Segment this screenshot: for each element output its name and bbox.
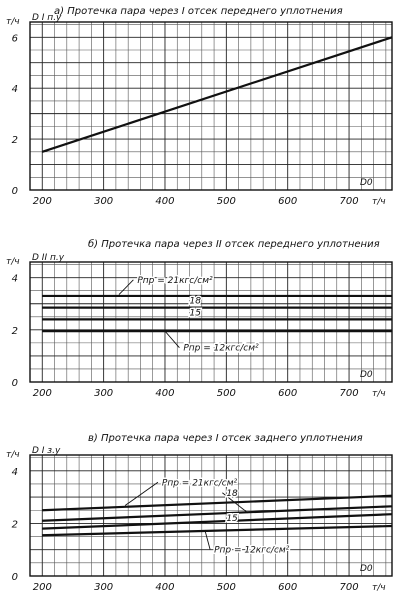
panel-3-annotation-1: Pпр = 21кгс/см² bbox=[161, 478, 238, 489]
panel-1-ytick-label: 6 bbox=[11, 33, 18, 45]
panel-2-annotation-leader-1 bbox=[119, 280, 133, 295]
panel-3-xtick-label: 500 bbox=[216, 582, 236, 593]
panel-2-ylabel: D II п.у bbox=[32, 253, 65, 263]
panel-3-ylabel: D I з.у bbox=[32, 446, 61, 456]
panel-1-ytick-label: 2 bbox=[11, 135, 18, 147]
panel-3-title: в) Протечка пара через I отсек заднего уплотнения bbox=[88, 433, 363, 444]
panel-1-xtick-label: 500 bbox=[216, 196, 236, 207]
panel-3-annotation-2: 18 bbox=[226, 488, 238, 499]
panel-2-annotation-1: Pпр = 21кгс/см² bbox=[137, 275, 213, 286]
panel-3-annotation-leader-4 bbox=[205, 530, 210, 549]
panel-2-xtick-label: 700 bbox=[339, 388, 359, 399]
panel-2-xtick-label: 200 bbox=[32, 388, 52, 399]
panel-3-y-unit: т/ч bbox=[6, 450, 20, 460]
panel-1-x-unit: т/ч bbox=[372, 197, 386, 207]
panel-3-xtick-label: 200 bbox=[32, 582, 52, 593]
panel-3-annotation-4: Pпр = 12кгс/см² bbox=[214, 545, 290, 556]
panel-1-title: а) Протечка пара через I отсек переднего уплотнения bbox=[54, 6, 343, 17]
panel-3-ytick-label: 2 bbox=[11, 519, 18, 531]
panel-3-xtick-label: 300 bbox=[94, 582, 114, 593]
panel-2-annotation-3: 15 bbox=[189, 308, 201, 319]
panel-3-xtick-label: 400 bbox=[155, 582, 175, 593]
panel-2-title: б) Протечка пара через II отсек переднего уплотнения bbox=[88, 239, 380, 250]
panel-1-xtick-label: 700 bbox=[339, 196, 359, 207]
panel-2-annotation-2: 18 bbox=[189, 296, 201, 307]
panel-1-xtick-label: 200 bbox=[32, 196, 52, 207]
panel-3-ytick-label: 0 bbox=[11, 572, 18, 583]
panel-2-xlabel: D0 bbox=[360, 370, 373, 380]
panel-3-xtick-label: 600 bbox=[278, 582, 298, 593]
panel-2-xtick-label: 400 bbox=[155, 388, 175, 399]
panel-2-ytick-label: 4 bbox=[11, 273, 18, 285]
panel-2-xtick-label: 500 bbox=[216, 388, 236, 399]
panel-1-series-line-1 bbox=[42, 37, 392, 152]
panel-3-ytick-label: 4 bbox=[11, 466, 18, 478]
panel-2-ytick-label: 2 bbox=[11, 325, 18, 337]
panel-1-xtick-label: 600 bbox=[278, 196, 298, 207]
panel-1-y-unit: т/ч bbox=[6, 17, 20, 27]
panel-2-ytick-label: 0 bbox=[11, 378, 18, 389]
panel-1-xtick-label: 300 bbox=[94, 196, 114, 207]
panel-1-ylabel: D I п.у bbox=[32, 13, 62, 23]
panel-2-y-unit: т/ч bbox=[6, 257, 20, 267]
panel-1-ytick-label: 4 bbox=[11, 84, 18, 96]
panel-1-xlabel: D0 bbox=[360, 178, 373, 188]
panel-2-annotation-4: Pпр = 12кгс/см² bbox=[183, 343, 259, 354]
panel-1-xtick-label: 400 bbox=[155, 196, 175, 207]
panel-2-x-unit: т/ч bbox=[372, 389, 386, 399]
panel-2-xtick-label: 300 bbox=[94, 388, 114, 399]
panel-1-ytick-label: 0 bbox=[11, 186, 18, 197]
panel-3-annotation-3: 15 bbox=[226, 513, 238, 524]
panel-2-xtick-label: 600 bbox=[278, 388, 298, 399]
panel-3-xlabel: D0 bbox=[360, 564, 373, 574]
panel-3-xtick-label: 700 bbox=[339, 582, 359, 593]
panel-3-x-unit: т/ч bbox=[372, 583, 386, 593]
